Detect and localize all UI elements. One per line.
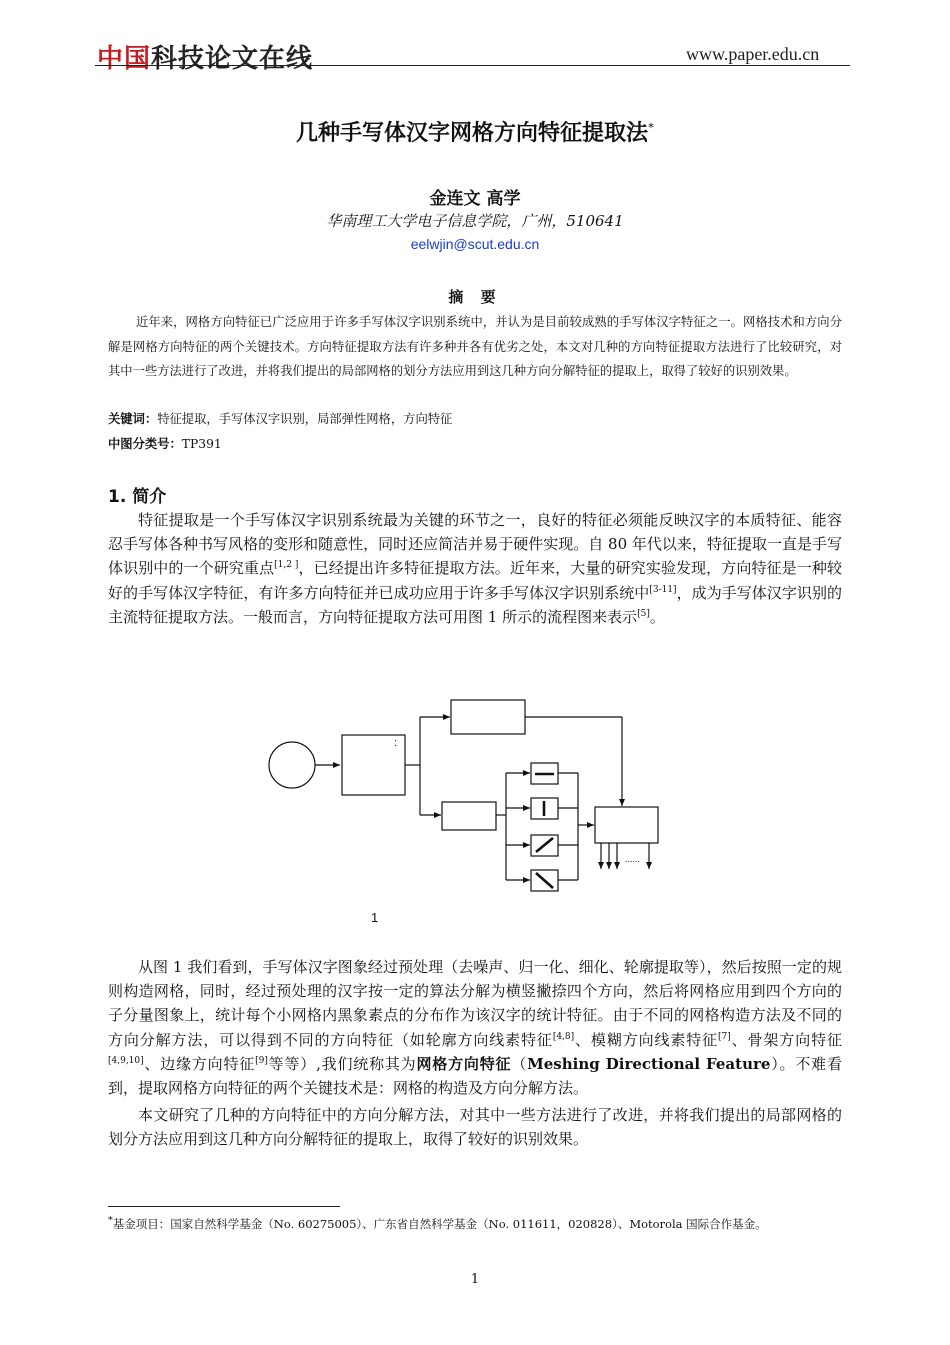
- input-circle: [269, 742, 315, 788]
- paragraph-2: 从图 1 我们看到，手写体汉字图象经过预处理（去噪声、归一化、细化、轮廓提取等），然后按照一定的规则构造网格，同时，经过预处理的汉字按一定的算法分解为横竖撇捺四个方向，然后将网格应用到四个方向的子分量图象上，统计每个小网格内黑象素点的分布作为该汉字的统计特征。由于不同的网格构造方法及不同的方向分解方法，可以得到不同的方向特征（如轮廓方向线素特征[4,8]、模糊方向线素特征[7]、骨架方向特征[4,9,10]、边缘方向特征[9]等等）,我们统称其为网格方向特征（Meshing Directional Feature）。不难看到，提取网格方向特征的两个关键技术是：网格的构造及方向分解方法。: [108, 958, 842, 1098]
- logo-black-part: 科技论文在线: [151, 44, 314, 74]
- citation: [1,2 ]: [274, 560, 299, 571]
- decompose-box: [442, 802, 496, 830]
- term-english: Meshing Directional Feature: [527, 1054, 771, 1073]
- author-email[interactable]: eelwjin@scut.edu.cn: [410, 236, 540, 252]
- output-ellipsis: ......: [625, 854, 641, 864]
- abstract-body: 近年来，网格方向特征已广泛应用于许多手写体汉字识别系统中，并认为是目前较成熟的手写体汉字特征之一。网格技术和方向分解是网格方向特征的两个关键技术。方向特征提取方法有许多种并各有优劣之处，本文对几种的方向特征提取方法进行了比较研究，对其中一些方法进行了改进，并将我们提出的局部网格的划分方法应用到这几种方向分解特征的提取上，取得了较好的识别效果。: [108, 315, 842, 378]
- citation: [4,9,10]: [108, 1055, 144, 1066]
- footnote-rule: [108, 1206, 340, 1207]
- classification-label: 中图分类号：: [108, 437, 182, 451]
- authors: 金连文 高学: [429, 189, 521, 209]
- figure-caption: 1: [371, 910, 379, 925]
- preprocess-box-mark: :: [394, 737, 398, 749]
- citation: [7]: [718, 1031, 731, 1042]
- feature-box: [595, 807, 658, 843]
- paper-title: 几种手写体汉字网格方向特征提取法*: [295, 120, 654, 146]
- paragraph-3: 本文研究了几种的方向特征中的方向分解方法，对其中一些方法进行了改进，并将我们提出的局部网格的划分方法应用到这几种方向分解特征的提取上，取得了较好的识别效果。: [108, 1106, 842, 1149]
- abstract-heading: 摘 要: [448, 288, 502, 306]
- footnote: [108, 1215, 767, 1232]
- citation: [5]: [637, 608, 650, 619]
- logo-red-part: 中国: [97, 44, 152, 74]
- paragraph-1: 特征提取是一个手写体汉字识别系统最为关键的环节之一，良好的特征必须能反映汉字的本质特征、能容忍手写体各种书写风格的变形和随意性，同时还应简洁并易于硬件实现。自 80 年代以来，特征提取一直是手写体识别中的一个研究重点[1,2 ]，已经提出许多特征提取方法。近年来，大量的研究实验发现，方向特征是一种较好的手写体汉字特征，有许多方向特征并已成功应用于许多手写体汉字识别系统中[3-11]，成为手写体汉字识别的主流特征提取方法。一般而言，方向特征提取方法可用图 1 所示的流程图来表示[5]。: [108, 511, 842, 626]
- citation: [3-11]: [649, 584, 677, 595]
- mesh-box: [451, 700, 525, 734]
- affiliation: 华南理工大学电子信息学院，广州，510641: [326, 212, 624, 230]
- term-meshing-feature: 网格方向特征: [416, 1054, 512, 1073]
- keywords-value: 特征提取，手写体汉字识别，局部弹性网格，方向特征: [157, 412, 453, 426]
- page-number: 1: [470, 1272, 480, 1287]
- title-footnote-mark: *: [648, 120, 654, 135]
- journal-url[interactable]: www.paper.edu.cn: [686, 44, 820, 64]
- section-heading: 1. 简介: [108, 487, 167, 507]
- footnote-text: 基金项目：国家自然科学基金（No. 60275005）、广东省自然科学基金（No. 011611，020828）、Motorola 国际合作基金。: [112, 1216, 767, 1231]
- classification-value: TP391: [181, 437, 222, 451]
- footnote-mark: *: [108, 1215, 113, 1226]
- keywords-label: 关键词：: [108, 412, 158, 426]
- citation: [9]: [255, 1055, 268, 1066]
- citation: [4,8]: [552, 1031, 575, 1042]
